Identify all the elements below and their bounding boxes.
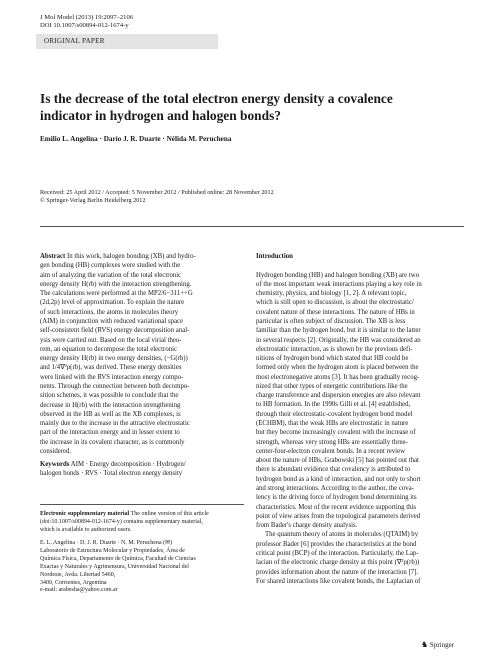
intro-line: (ECHBM), that the weak HBs are electrostatic in nature <box>256 420 409 428</box>
title-line: Is the decrease of the total electron energy density a covalence <box>40 91 393 106</box>
paper-title <box>40 90 460 124</box>
abstract-line: (2d,2p) level of approximation. To explain the nature <box>40 299 185 307</box>
publisher-name: Springer <box>429 641 455 649</box>
abstract-line: rem, an equation to decompose the total electronic <box>40 345 178 353</box>
intro-line: provides information about the nature of the interaction [7]. <box>256 568 419 576</box>
intro-line: about the nature of HBs, Grabowski [5] has pointed out that <box>256 457 419 465</box>
intro-line: critical point (BCP) of the interaction. Particularly, the Lap- <box>256 549 419 557</box>
intro-line: and strong interactions. According to the author, the cova- <box>256 485 414 493</box>
intro-line: familiar than the hydrogen bond, but it is similar to the latter <box>256 327 421 335</box>
abstract-line: were linked with the RVS interaction energy compo- <box>40 373 184 381</box>
intro-line: characteristics. Most of the recent evidence supporting this <box>256 503 417 511</box>
abstract-line: aim of analyzing the variation of the total electronic <box>40 271 182 279</box>
copyright-line: © Springer-Verlag Berlin Heidelberg 2012 <box>40 197 146 205</box>
abstract-line: Abstract In this work, halogen bonding (XB) and hydro- <box>40 253 196 260</box>
intro-line: which is still open to discussion, is about the electrostatic/ <box>256 299 414 307</box>
intro-line: nitions of hydrogen bond which stated that HB could be <box>256 355 409 363</box>
intro-line: in several respects [2]. Originally, the HB was considered an <box>256 336 421 344</box>
intro-line: strength, whereas very strong HBs are essentially three- <box>256 438 408 446</box>
intro-line: lacian of the electronic charge density at this point (∇²ρ(rb)) <box>256 559 420 567</box>
intro-line: charge transference and dispersion energies are also relevant <box>256 392 421 400</box>
abstract-line: mainly due to the increase in the attractive electrostatic <box>40 420 190 428</box>
author-list: Emilio L. Angelina · Darío J. R. Duarte · Nélida M. Peruchena <box>40 135 232 143</box>
intro-line: of the most important weak interactions playing a key role in <box>256 280 422 288</box>
footnote-divider <box>40 504 244 505</box>
abstract-line: (AIM) in conjunction with reduced variational space <box>40 317 184 325</box>
abstract-line: energy density H(rb) with the interaction strengthening. <box>40 280 192 288</box>
intro-line: chemistry, physics, and biology [1, 2]. A relevant topic, <box>256 290 407 298</box>
abstract-line: part of the interaction energy and in lesser extent to <box>40 429 180 437</box>
doi-line: DOI 10.1007/s00894-012-1674-y <box>40 22 129 30</box>
publisher-footer <box>421 640 454 649</box>
abstract-line: observed in the HB as well as the XB complexes, is <box>40 410 181 418</box>
intro-line: nized that other types of energetic contributions like the <box>256 382 408 390</box>
title-line: indicator in hydrogen and halogen bonds? <box>40 108 281 123</box>
intro-line: covalent nature of these interactions. The nature of HBs in <box>256 308 415 316</box>
intro-line: but they become increasingly covalent with the increase of <box>256 429 416 437</box>
contact-email: e-mail: arabesha@yahoo.com.ar <box>40 587 118 594</box>
intro-line: to HB formation. In the 1990s Gilli et al. [4] established, <box>256 401 411 409</box>
intro-line: through their electrostatic-covalent hydrogen bond model <box>256 410 413 418</box>
intro-line: professor Bader [6] provides the characteristics at the bond <box>256 540 417 548</box>
introduction <box>256 252 464 586</box>
intro-line: formed only when the hydrogen atom is placed between the <box>256 364 419 372</box>
intro-line: center-four-electron covalent bonds. In a recent review <box>256 447 405 455</box>
esm-label: Electronic supplementary material <box>40 511 130 517</box>
abstract-line: gen bonding (HB) complexes were studied with the <box>40 262 181 270</box>
abstract-line: sition schemes, it was possible to conclude that the <box>40 392 179 400</box>
publication-dates <box>40 189 274 206</box>
article-type-badge <box>36 34 218 49</box>
keywords-label: Keywords <box>40 461 70 468</box>
header-divider <box>40 226 464 227</box>
abstract-line: decrease in H(rb) with the interaction strengthening <box>40 401 181 409</box>
abstract-line: energy density H(rb) in two energy densities, (−G(rb)) <box>40 355 188 363</box>
abstract-line: the increase in its covalent character, as is commonly <box>40 438 185 446</box>
received-line: Received: 25 April 2012 / Accepted: 5 November 2012 / Published online: 28 November 2012 <box>40 189 274 196</box>
intro-line: hydrogen bond as a kind of interaction, and not only to short <box>256 475 421 483</box>
intro-line: For shared interactions like covalent bonds, the Laplacian of <box>256 577 421 585</box>
article-type-label: ORIGINAL PAPER <box>44 37 105 45</box>
affiliation: E. L. Angelina · D. J. R. Duarte · N. M. Peruchena (✉) Laboratorio de Estructura Molecular y Propiedades, Área de Química Física, Departamento de Química, Facultad de Ciencias Exactas y Naturales y Agrimensura, Universidad Nacional del Nordeste, Avda. Libertad 5460, 3400, Corrientes, Argentina e-mail: arabesha@yahoo.com.ar <box>40 540 244 595</box>
abstract-line: and 1/4∇²ρ(rb), was derived. These energy densities <box>40 364 182 372</box>
abstract-line: considered. <box>40 447 72 455</box>
intro-line: electrostatic interaction, as is shown by the previous defi- <box>256 345 413 353</box>
intro-line: Hydrogen bonding (HB) and halogen bonding (XB) are two <box>256 271 420 279</box>
intro-line: point of view arises from the topological parameters derived <box>256 512 421 520</box>
journal-header <box>40 14 133 31</box>
intro-line: The quantum theory of atoms in molecules (QTAIM) by <box>265 531 419 539</box>
introduction-heading: Introduction <box>256 253 293 260</box>
abstract-line: self-consistent field (RVS) energy decomposition anal- <box>40 327 190 335</box>
abstract-line: nents. Through the connection between both decompo- <box>40 382 190 390</box>
abstract-line: of such interactions, the atoms in molecules theory <box>40 308 179 316</box>
springer-logo-icon: ♞ <box>421 640 429 649</box>
intro-line: most electronegative atoms [3]. It has been gradually recog- <box>256 373 420 381</box>
intro-line: there is abundant evidence that covalency is attributed to <box>256 466 411 474</box>
journal-citation: J Mol Model (2013) 19:2097–2106 <box>40 14 134 21</box>
abstract-line: The calculations were performed at the MP2/6−311++G <box>40 290 193 298</box>
intro-line: from Bader's charge density analysis. <box>256 522 358 530</box>
intro-line: particular is often subject of discussion. The XB is less <box>256 317 406 325</box>
supplementary-note: Electronic supplementary material The online version of this article (doi:10.1007/s00894-012-1674-y) contains supplementary material, which is available to authorized users. <box>40 511 209 533</box>
abstract-line: ysis were carried out. Based on the local virial theo- <box>40 336 182 344</box>
intro-line: lency is the driving force of hydrogen bond determining its <box>256 494 417 502</box>
abstract <box>40 252 242 456</box>
keywords: Keywords AIM · Energy decomposition · Hydrogen/ halogen bonds · RVS · Total electron energy density <box>40 461 186 478</box>
affiliation-authors: E. L. Angelina · D. J. R. Duarte · N. M. Peruchena (✉) <box>40 540 173 546</box>
abstract-label: Abstract <box>40 253 66 260</box>
